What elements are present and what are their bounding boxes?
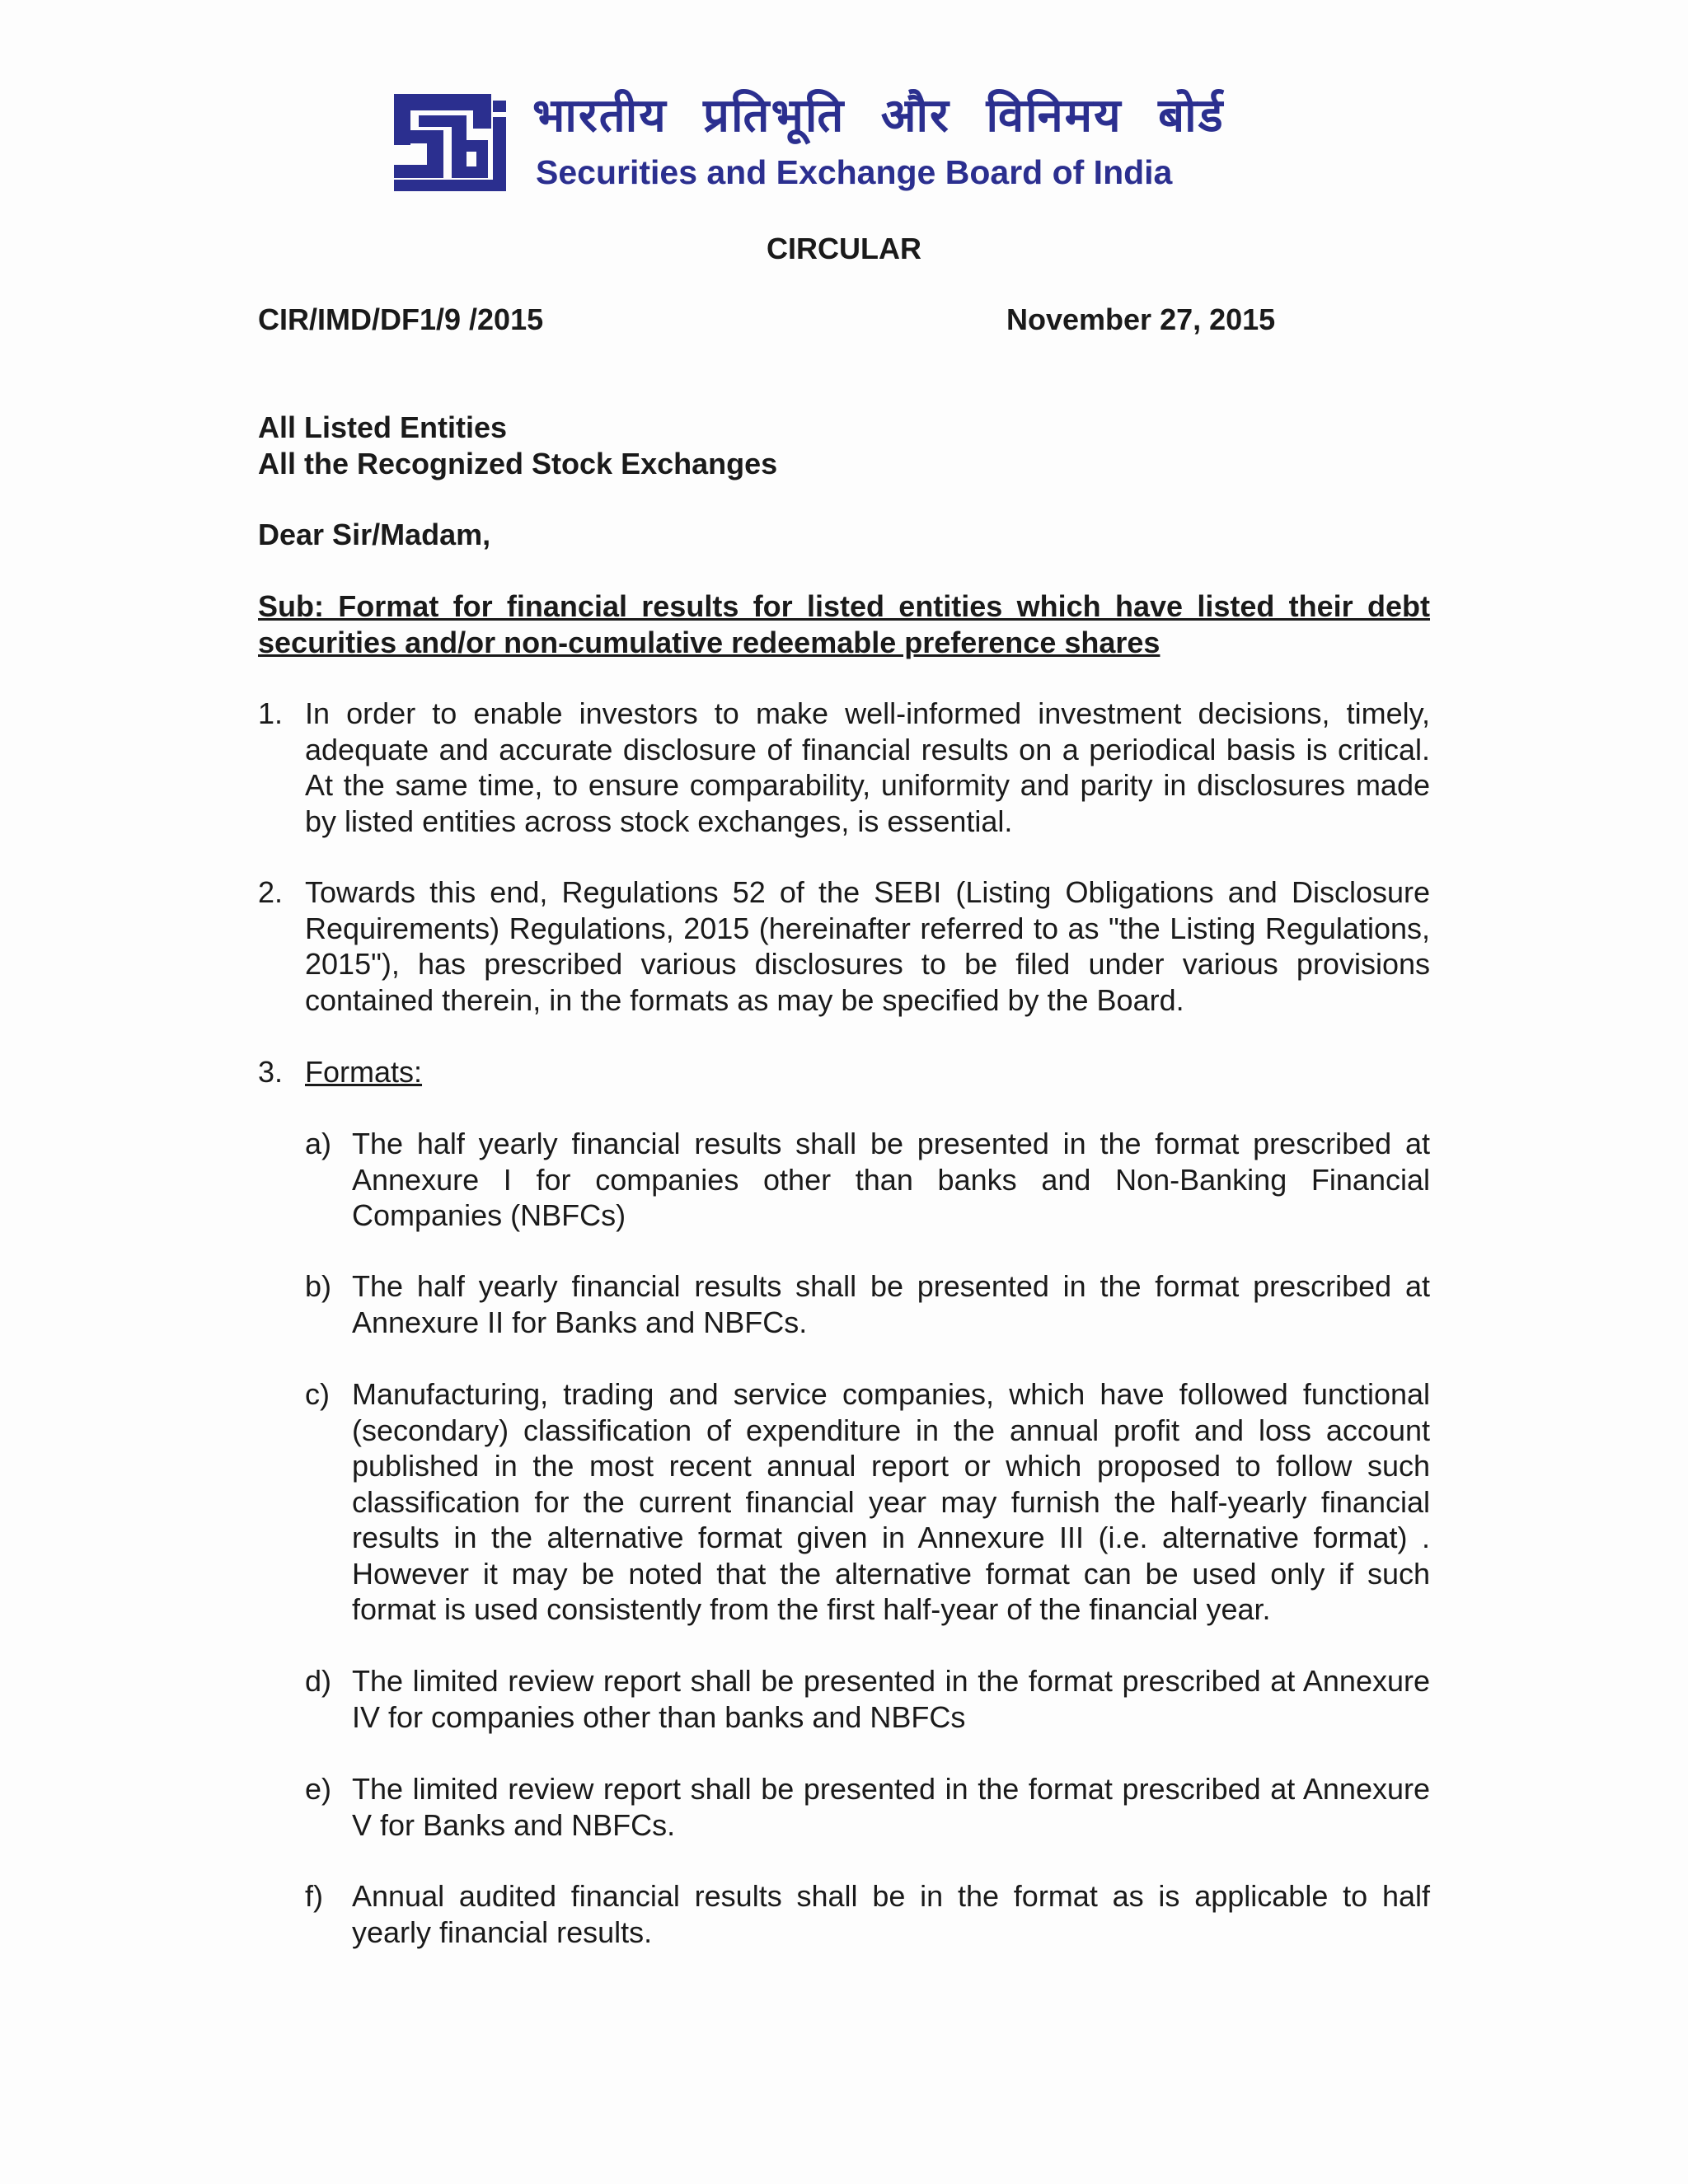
paragraph-3 — [258, 1054, 1430, 1090]
board-name-english: Securities and Exchange Board of India — [536, 153, 1173, 191]
addressee-line: All Listed Entities — [258, 410, 508, 444]
paragraph-body — [305, 1054, 1430, 1090]
paragraph-number: 1. — [258, 696, 284, 730]
sebi-logo-icon — [394, 94, 506, 191]
paragraph-number: 3. — [258, 1055, 284, 1089]
paragraph-number: 2. — [258, 875, 284, 909]
format-item-letter: f) — [305, 1879, 323, 1913]
addressee-block — [258, 410, 777, 481]
board-name-hindi: भारतीय प्रतिभूति और विनिमय बोर्ड — [532, 89, 1225, 143]
format-item-text: The half yearly financial results shall be presented in the format prescribed at Annexure II for Banks and NBFCs. — [352, 1269, 1430, 1339]
circular-title: CIRCULAR — [767, 232, 921, 265]
format-item-letter: a) — [305, 1127, 332, 1160]
format-item-text: The half yearly financial results shall be presented in the format prescribed at Annexure I for companies other than banks and Non-Banking Financial Companies (NBFCs) — [352, 1127, 1430, 1232]
circular-date: November 27, 2015 — [1006, 302, 1276, 336]
format-item-a — [305, 1126, 1430, 1234]
letterhead — [394, 89, 1301, 196]
addressee-line: All the Recognized Stock Exchanges — [258, 446, 778, 480]
format-item-f — [305, 1878, 1430, 1950]
format-item-d — [305, 1663, 1430, 1735]
format-item-e — [305, 1771, 1430, 1843]
format-item-c — [305, 1376, 1430, 1628]
format-item-text: Annual audited financial results shall be in the format as is applicable to half yearly financial results. — [352, 1879, 1430, 1949]
format-item-text: The limited review report shall be presented in the format prescribed at Annexure IV for companies other than banks and NBFCs — [352, 1664, 1430, 1734]
format-item-b — [305, 1268, 1430, 1340]
format-item-letter: b) — [305, 1269, 332, 1303]
format-item-text: The limited review report shall be presented in the format prescribed at Annexure V for Banks and NBFCs. — [352, 1772, 1430, 1842]
paragraph-text: In order to enable investors to make well-informed investment decisions, timely, adequate and accurate disclosure of financial results on a periodical basis is critical. At the same time, to ensure comparability, uniformity and parity in disclosures made by listed entities across stock exchanges, is essential. — [305, 696, 1430, 838]
subject-line: Sub: Format for financial results for listed entities which have listed their debt securities and/or non-cumulative redeemable preference shares — [258, 589, 1430, 659]
format-item-letter: e) — [305, 1772, 332, 1806]
reference-row — [258, 302, 1430, 338]
salutation: Dear Sir/Madam, — [258, 518, 491, 551]
paragraph-text: Towards this end, Regulations 52 of the SEBI (Listing Obligations and Disclosure Requirements) Regulations, 2015 (hereinafter referred to as "the Listing Regulations, 2015"), has prescribed various disclosures to be filed under various provisions contained therein, in the formats as may be specified by the Board. — [305, 875, 1430, 1017]
format-item-letter: c) — [305, 1377, 330, 1411]
paragraph-2 — [258, 874, 1430, 1018]
paragraph-1 — [258, 696, 1430, 839]
circular-reference-number: CIR/IMD/DF1/9 /2015 — [258, 302, 544, 336]
format-item-text: Manufacturing, trading and service companies, which have followed functional (secondary) classification of expenditure in the annual profit and loss account published in the most recent annual report or which proposed to follow such classification for the current financial year may furnish the half-yearly financial results in the alternative format given in Annexure III (i.e. alternative format) . However it may be noted that the alternative format can be used only if such format is used consistently from the first half-year of the financial year. — [352, 1377, 1430, 1626]
format-item-letter: d) — [305, 1664, 332, 1698]
formats-heading: Formats: — [305, 1055, 423, 1089]
